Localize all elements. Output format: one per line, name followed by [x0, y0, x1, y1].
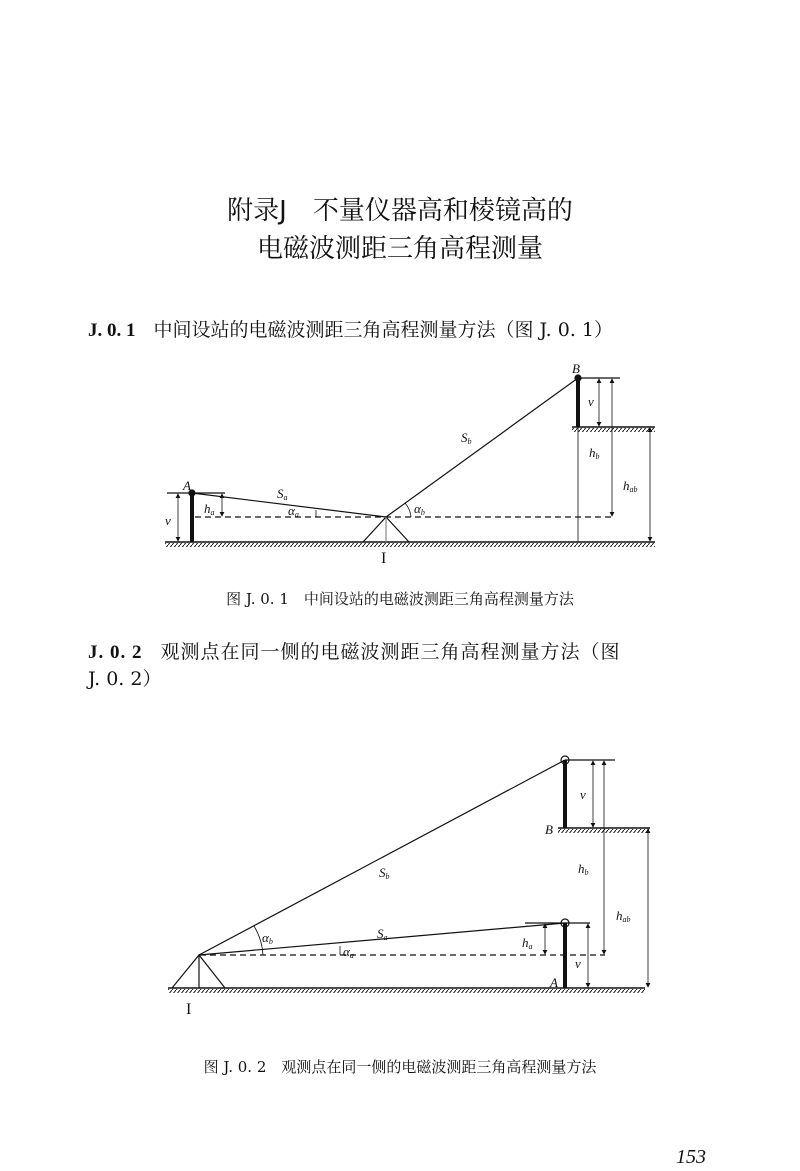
diagram-label: a	[528, 942, 533, 951]
diagram-label: S	[379, 865, 386, 880]
diagram-label: a	[294, 510, 299, 519]
diagram-label: B	[572, 361, 580, 376]
diagram-label	[616, 908, 631, 924]
diagram-label: I	[186, 1001, 192, 1018]
diagram-label: v	[580, 787, 586, 802]
diagram-label: b	[467, 437, 472, 446]
diagram-label: v	[575, 956, 581, 971]
figure-caption-j01: 图 J. 0. 1 中间设站的电磁波测距三角高程测量方法	[226, 590, 574, 608]
diagram-label: h	[522, 935, 529, 950]
appendix-title-line2: 电磁波测距三角高程测量	[256, 234, 543, 264]
diagram-label: α	[343, 944, 350, 959]
diagram-label	[262, 930, 273, 946]
diagram-label: a	[283, 493, 288, 502]
diagram-label	[414, 501, 425, 517]
figure-caption-j02: 图 J. 0. 2 观测点在同一侧的电磁波测距三角高程测量方法	[203, 1058, 597, 1076]
section-text: 观测点在同一侧的电磁波测距三角高程测量方法（图	[160, 641, 621, 663]
diagram-label	[578, 861, 589, 877]
section-number: J. 0. 2	[88, 642, 143, 663]
figure-j01-labels	[165, 361, 638, 567]
diagram-label	[379, 865, 390, 881]
diagram-label	[461, 430, 472, 446]
diagram-label: v	[588, 394, 594, 409]
diagram-label	[204, 501, 215, 517]
figure-j01-diagram	[165, 375, 655, 547]
diagram-label: ab	[629, 485, 638, 494]
diagram-label: b	[595, 452, 600, 461]
diagram-label: α	[414, 501, 421, 516]
diagram-label: h	[616, 908, 623, 923]
diagram-label: ab	[622, 915, 631, 924]
diagram-label: a	[210, 508, 215, 517]
section-j02-cont: J. 0. 2）	[88, 668, 162, 690]
diagram-label	[377, 926, 388, 942]
diagram-label: α	[288, 503, 295, 518]
section-number: J. 0. 1	[88, 320, 136, 341]
diagram-label: h	[623, 478, 630, 493]
diagram-label: v	[165, 513, 171, 528]
diagram-label: A	[550, 975, 558, 990]
diagram-label: S	[461, 430, 468, 445]
diagram-label: a	[349, 951, 354, 960]
diagram-label	[522, 935, 533, 951]
page-number: 153	[676, 1146, 706, 1168]
diagram-label	[288, 503, 299, 519]
diagram-label	[623, 478, 638, 494]
diagram-label: h	[589, 445, 596, 460]
diagram-label: S	[277, 486, 284, 501]
diagram-label	[277, 486, 288, 502]
diagram-label: h	[578, 861, 585, 876]
appendix-title-line1: 附录J 不量仪器高和棱镜高的	[227, 196, 573, 226]
diagram-label: h	[204, 501, 211, 516]
diagram-label	[343, 944, 354, 960]
diagram-label: A	[183, 478, 191, 493]
diagram-label: b	[385, 872, 390, 881]
section-text: 中间设站的电磁波测距三角高程测量方法（图 J. 0. 1）	[153, 319, 614, 341]
diagram-label: S	[377, 926, 384, 941]
diagram-label: b	[420, 508, 425, 517]
diagram-label: a	[383, 933, 388, 942]
diagram-label: b	[268, 937, 273, 946]
diagram-label	[589, 445, 600, 461]
diagram-label: I	[381, 550, 387, 567]
diagram-label: b	[584, 868, 589, 877]
diagram-label: B	[545, 822, 553, 837]
diagram-label: α	[262, 930, 269, 945]
